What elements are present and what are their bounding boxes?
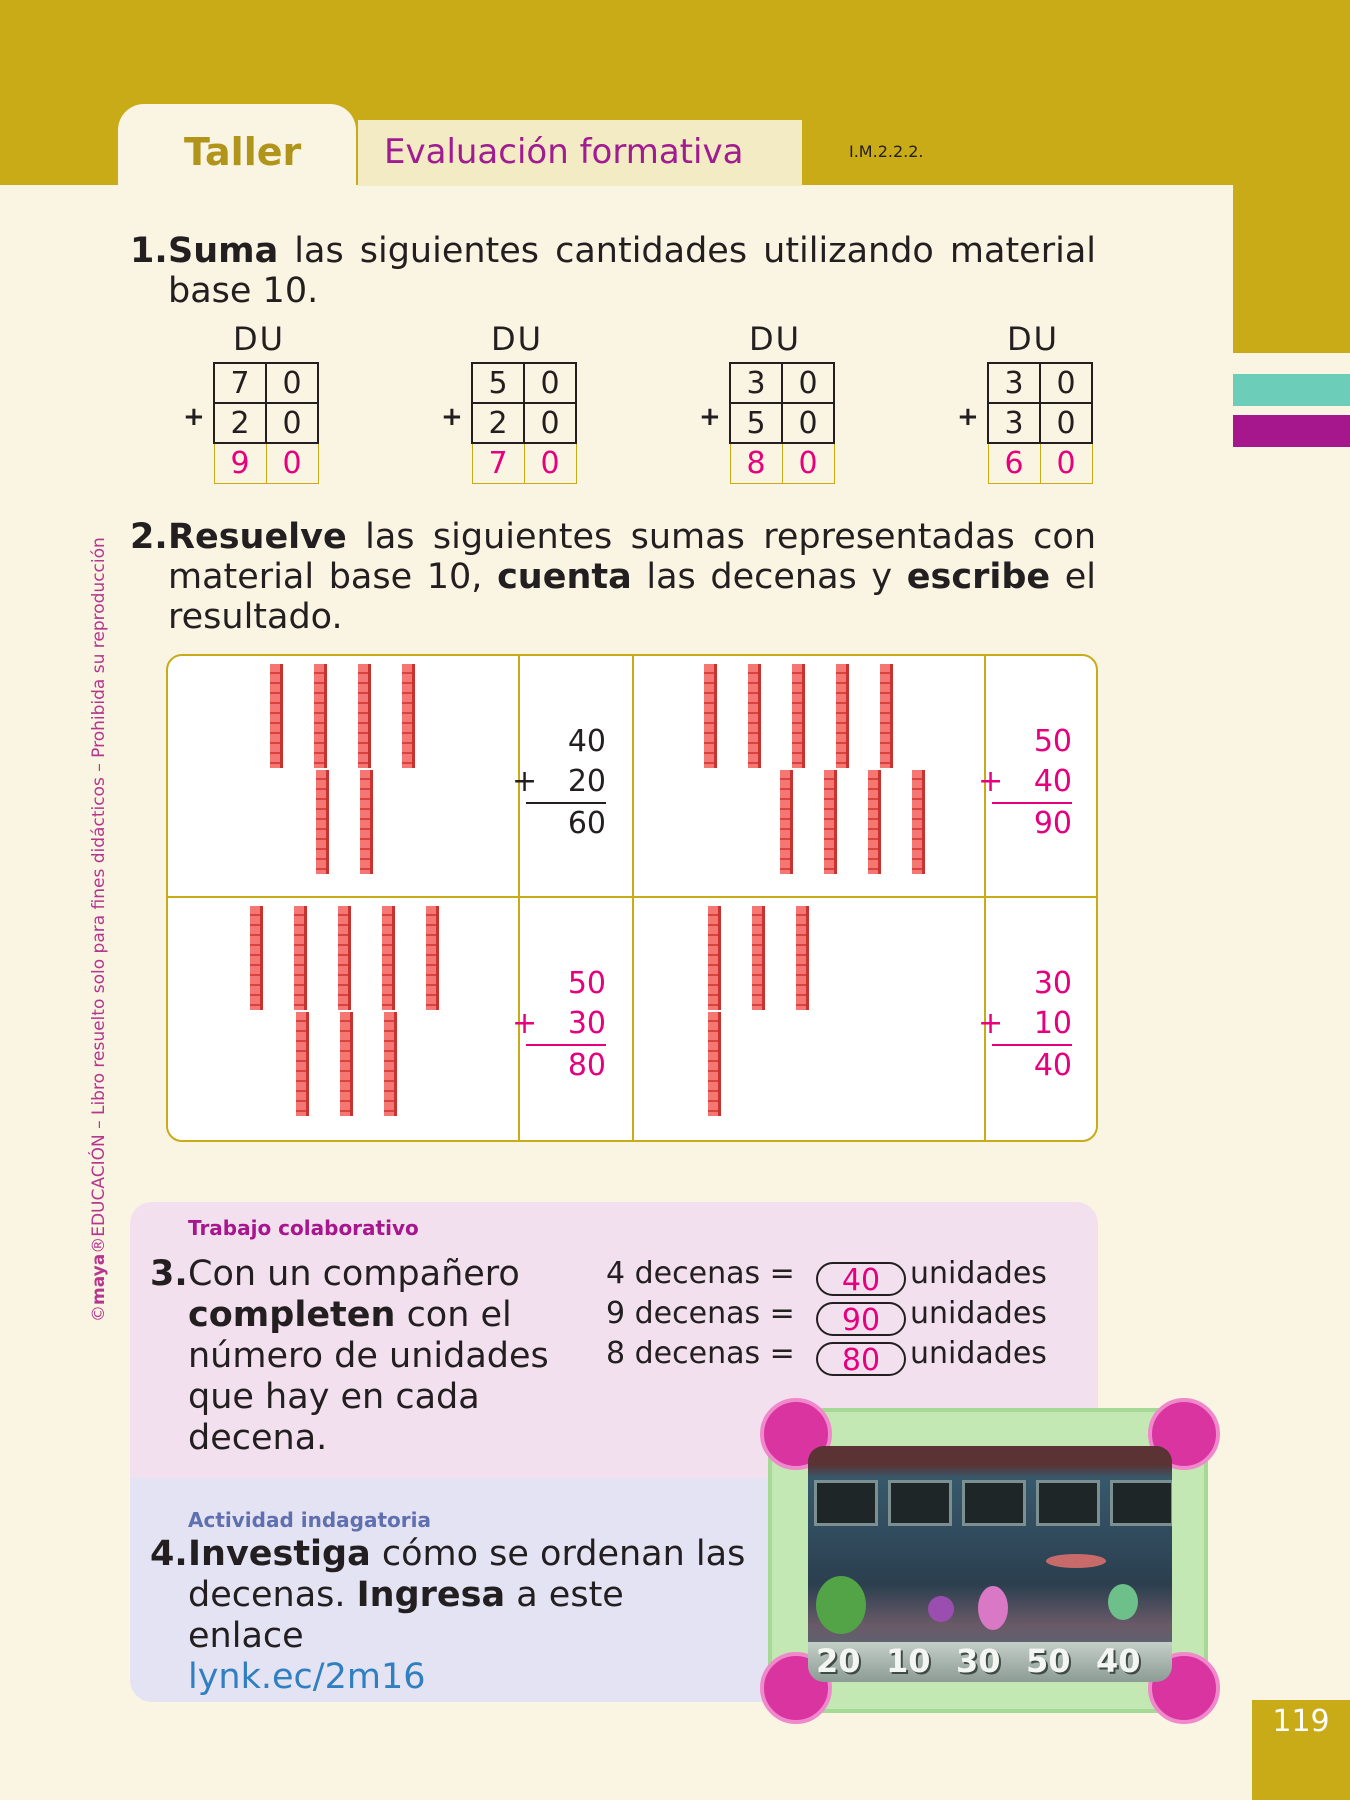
question-text	[168, 517, 1096, 637]
alien-icon	[978, 1586, 1008, 1630]
divider	[984, 656, 986, 1140]
addend: 10	[1033, 1006, 1072, 1041]
addition-grid	[183, 320, 335, 490]
digit-table	[729, 362, 835, 484]
ten-rod	[296, 1012, 309, 1116]
ten-rod	[796, 906, 809, 1010]
divider	[632, 656, 634, 1140]
digit-cell: 0	[1040, 403, 1092, 443]
keyword: Investiga	[188, 1534, 371, 1574]
tab-taller	[118, 104, 356, 186]
brand-logo: maya	[89, 1253, 109, 1305]
digit-cell: 0	[266, 403, 318, 443]
game-number: 20	[816, 1642, 861, 1680]
result-cell[interactable]: 0	[524, 443, 576, 483]
vertical-sum	[978, 964, 1072, 1086]
game-window	[814, 1480, 878, 1526]
plus-sign: +	[699, 402, 721, 432]
equation-left: 8 decenas =	[606, 1336, 795, 1371]
addition-grid	[699, 320, 851, 490]
ten-rod	[708, 1012, 721, 1116]
plus-sign: +	[512, 1006, 538, 1041]
game-window	[888, 1480, 952, 1526]
ten-rod	[316, 770, 329, 874]
ten-rod	[836, 664, 849, 768]
addition-grid	[957, 320, 1109, 490]
game-window	[962, 1480, 1026, 1526]
sum-result[interactable]: 90	[992, 802, 1072, 844]
result-cell[interactable]: 9	[214, 443, 266, 483]
tab-evaluacion-label: Evaluación formativa	[384, 132, 744, 172]
addend: 50	[1033, 724, 1072, 759]
equation-right: unidades	[910, 1336, 1047, 1371]
question-text	[188, 1254, 568, 1459]
game-number: 50	[1026, 1642, 1071, 1680]
text: las siguientes sumas representadas con material base 10,	[168, 517, 1096, 597]
ten-rod	[270, 664, 283, 768]
addend: 40	[567, 724, 606, 759]
keyword: cuenta	[497, 557, 632, 597]
page-number: 119	[1272, 1704, 1330, 1739]
ten-rod	[868, 770, 881, 874]
section-label: Trabajo colaborativo	[188, 1216, 419, 1240]
text: las decenas y	[631, 557, 907, 597]
digit-cell: 5	[472, 363, 524, 403]
ten-rod	[426, 906, 439, 1010]
digit-cell: 2	[214, 403, 266, 443]
vertical-sum	[512, 722, 606, 844]
plus-sign: +	[441, 402, 463, 432]
ten-rod	[250, 906, 263, 1010]
question-text	[168, 231, 1096, 311]
plus-sign: +	[978, 1006, 1004, 1041]
digit-cell: 7	[214, 363, 266, 403]
keyword: completen	[188, 1295, 396, 1335]
resource-link[interactable]: lynk.ec/2m16	[188, 1657, 426, 1697]
question-text	[188, 1534, 748, 1698]
text: cómo se ordenan las decenas.	[188, 1534, 746, 1615]
answer-field[interactable]: 90	[816, 1302, 906, 1336]
copyright-symbol: ©	[89, 1305, 109, 1322]
game-number: 10	[886, 1642, 931, 1680]
result-cell[interactable]: 8	[730, 443, 782, 483]
du-label: DU	[749, 320, 802, 358]
plus-sign: +	[957, 402, 979, 432]
ten-rod	[358, 664, 371, 768]
digit-cell: 0	[1040, 363, 1092, 403]
right-band	[1233, 185, 1350, 353]
alien-icon	[928, 1596, 954, 1622]
sum-result[interactable]: 80	[526, 1044, 606, 1086]
vertical-sum	[512, 964, 606, 1086]
divider	[168, 896, 1096, 898]
ten-rod	[314, 664, 327, 768]
digit-cell: 5	[730, 403, 782, 443]
digit-cell: 3	[730, 363, 782, 403]
alien-icon	[816, 1576, 866, 1634]
digit-cell: 0	[266, 363, 318, 403]
digit-table	[471, 362, 577, 484]
game-window	[1110, 1480, 1172, 1526]
alien-icon	[1108, 1584, 1138, 1620]
game-screenshot	[768, 1408, 1208, 1713]
digit-cell: 0	[524, 403, 576, 443]
plus-sign: +	[978, 764, 1004, 799]
divider	[518, 656, 520, 1140]
skill-code: I.M.2.2.2.	[849, 142, 924, 161]
ten-rod	[382, 906, 395, 1010]
teal-strip	[1233, 374, 1350, 406]
plus-sign: +	[183, 402, 205, 432]
addition-grid	[441, 320, 593, 490]
vertical-sum	[978, 722, 1072, 844]
copyright-text: ®EDUCACIÓN – Libro resuelto solo para fines didácticos – Prohibida su reproducción	[89, 537, 109, 1254]
answer-field[interactable]: 40	[816, 1262, 906, 1296]
digit-table	[213, 362, 319, 484]
side-copyright	[89, 482, 109, 1322]
text: con el número de unidades que hay en cada decena.	[188, 1295, 549, 1458]
ten-rod	[780, 770, 793, 874]
question-number: 1.	[130, 231, 168, 271]
digit-table	[987, 362, 1093, 484]
tab-taller-label: Taller	[184, 130, 302, 174]
addend: 40	[1033, 764, 1072, 799]
keyword: Suma	[168, 231, 279, 271]
du-label: DU	[1007, 320, 1060, 358]
tab-evaluacion	[358, 120, 802, 186]
addend: 30	[1033, 966, 1072, 1001]
result-cell[interactable]: 6	[988, 443, 1040, 483]
keyword: escribe	[906, 557, 1051, 597]
ten-rod	[340, 1012, 353, 1116]
du-label: DU	[233, 320, 286, 358]
ufo-icon	[1046, 1554, 1106, 1568]
equation-right: unidades	[910, 1256, 1047, 1291]
game-number: 40	[1096, 1642, 1141, 1680]
question-2	[130, 517, 1098, 641]
equation-left: 9 decenas =	[606, 1296, 795, 1331]
ten-rod	[402, 664, 415, 768]
ten-rod	[824, 770, 837, 874]
game-number: 30	[956, 1642, 1001, 1680]
plus-sign: +	[512, 764, 538, 799]
keyword: Ingresa	[356, 1575, 506, 1615]
keyword: Resuelve	[168, 517, 347, 557]
digit-cell: 3	[988, 363, 1040, 403]
digit-cell: 2	[472, 403, 524, 443]
ten-rod	[704, 664, 717, 768]
result-cell[interactable]: 0	[782, 443, 834, 483]
addend: 20	[567, 764, 606, 799]
ten-rod	[880, 664, 893, 768]
digit-cell: 0	[524, 363, 576, 403]
ten-rod	[912, 770, 925, 874]
text: a este enlace	[188, 1575, 624, 1656]
addend: 30	[567, 1006, 606, 1041]
base10-table	[166, 654, 1098, 1142]
result-cell[interactable]: 0	[1040, 443, 1092, 483]
text: el resultado.	[168, 557, 1097, 637]
result-cell[interactable]: 7	[472, 443, 524, 483]
section-label: Actividad indagatoria	[188, 1508, 431, 1532]
ten-rod	[360, 770, 373, 874]
text: las siguientes cantidades utilizando material base 10.	[168, 231, 1096, 311]
ten-rod	[294, 906, 307, 1010]
ten-rod	[748, 664, 761, 768]
addend: 50	[567, 966, 606, 1001]
game-window	[1036, 1480, 1100, 1526]
ten-rod	[752, 906, 765, 1010]
equation-right: unidades	[910, 1296, 1047, 1331]
digit-cell: 3	[988, 403, 1040, 443]
answer-field[interactable]: 80	[816, 1342, 906, 1376]
sum-result[interactable]: 40	[992, 1044, 1072, 1086]
ten-rod	[708, 906, 721, 1010]
equation-left: 4 decenas =	[606, 1256, 795, 1291]
question-number: 3.	[150, 1254, 188, 1294]
text: Con un compañero	[188, 1254, 520, 1294]
ten-rod	[792, 664, 805, 768]
ten-rod	[384, 1012, 397, 1116]
result-cell[interactable]: 0	[266, 443, 318, 483]
digit-cell: 0	[782, 363, 834, 403]
sum-result: 60	[526, 802, 606, 844]
question-1	[130, 231, 1098, 315]
ten-rod	[338, 906, 351, 1010]
number-bar	[808, 1642, 1172, 1682]
digit-cell: 0	[782, 403, 834, 443]
du-label: DU	[491, 320, 544, 358]
question-number: 4.	[150, 1534, 188, 1574]
purple-strip	[1233, 415, 1350, 447]
question-number: 2.	[130, 517, 168, 557]
